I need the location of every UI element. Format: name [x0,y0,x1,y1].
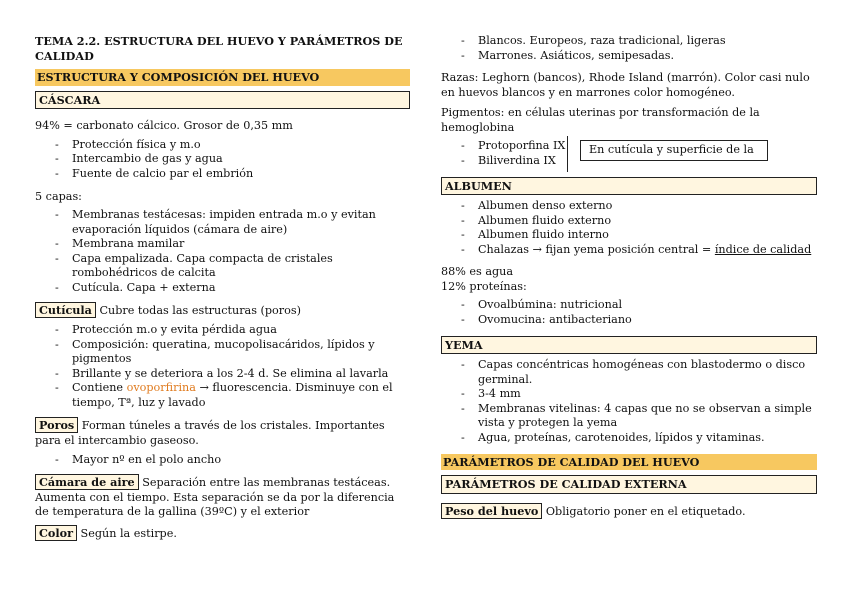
heading-cascara: CÁSCARA [35,91,410,110]
list-item: - Mayor nº en el polo ancho [55,453,410,468]
list-item: - Ovomucina: antibacteriano [461,313,817,328]
list-item: - Intercambio de gas y agua [55,152,410,167]
chalazas-text: Chalazas → fijan yema posición central = [478,242,712,256]
heading-calidad-externa: PARÁMETROS DE CALIDAD EXTERNA [441,475,817,494]
capas-text: 5 capas: [35,189,82,203]
bracket-shape [562,136,568,172]
poros-tag: Poros [35,417,78,433]
list-item: - Protección m.o y evita pérdida agua [55,323,410,338]
peso-tag: Peso del huevo [441,503,542,519]
list-item: - Protección física y m.o [55,138,410,153]
list-item: - Fuente de calcio par el embrión [55,167,410,182]
list-item: - Membranas vitelinas: 4 capas que no se observan a simple vista y protegen la yema [461,402,817,431]
heading-yema: YEMA [441,336,817,355]
list-item: - Ovoalbúmina: nutricional [461,298,817,313]
list-item: - Composición: queratina, mucopolisacáridos, lípidos y pigmentos [55,338,410,367]
albumen-list [441,199,817,257]
list-item: - Blancos. Europeos, raza tradicional, ligeras [461,34,817,49]
camara-text: Separación entre las membranas testáceas. Aumenta con el tiempo. Esta separación se da por la diferencia de temperatura de la gallina (39ºC) y el exterior [35,476,395,519]
list-item: - Capas concéntricas homogéneas con blastodermo o disco germinal. [461,358,817,387]
proteinas-list [441,298,817,327]
color-tag: Color [35,525,77,541]
list-item: - Membrana mamilar [55,237,410,252]
section-heading-estructura: ESTRUCTURA Y COMPOSICIÓN DEL HUEVO [35,69,410,86]
cuticula-paragraph [35,303,410,319]
pigmentos-block [441,139,817,168]
list-item: - Cutícula. Capa + externa [55,281,410,296]
left-column [35,34,410,541]
peso-text: Obligatorio poner en el etiquetado. [545,504,746,518]
list-item: - Brillante y se deteriora a los 2-4 d. Se elimina al lavarla [55,367,410,382]
pigmentos-box: En cutícula y superficie de la [580,140,768,161]
list-item: - Biliverdina IX [461,154,817,169]
list-item: - Albumen fluido externo [461,214,817,229]
list-item: - Marrones. Asiáticos, semipesadas. [461,49,817,64]
list-item [461,243,817,258]
list-item: - Capa empalizada. Capa compacta de cristales rombohédricos de calcita [55,252,410,281]
camara-tag: Cámara de aire [35,474,139,490]
color-paragraph [35,526,410,542]
list-item: - Albumen denso externo [461,199,817,214]
list-item: - Agua, proteínas, carotenoides, lípidos y vitaminas. [461,431,817,446]
color-list [441,34,817,63]
list-item: - 3-4 mm [461,387,817,402]
cuticula-tag: Cutícula [35,302,96,318]
indice-calidad-text: índice de calidad [714,242,812,256]
cascara-text: 94% = carbonato cálcico. Grosor de 0,35 mm [35,119,293,133]
contiene-post: → fluorescencia. Disminuye con el tiempo, Tª, luz y lavado [72,381,393,409]
document-title: TEMA 2.2. ESTRUCTURA DEL HUEVO Y PARÁMETROS DE CALIDAD [35,34,403,63]
proteinas-text: 12% proteínas: [441,279,527,293]
section-heading-parametros: PARÁMETROS DE CALIDAD DEL HUEVO [441,454,817,471]
poros-paragraph [35,418,410,448]
poros-list [35,453,410,468]
right-column [441,34,817,519]
yema-list [441,358,817,445]
peso-paragraph [441,504,817,520]
pigmentos-text: Pigmentos: en células uterinas por transformación de la hemoglobina [441,106,760,134]
list-item: - Membranas testácesas: impiden entrada m.o y evitan evaporación líquidos (cámara de aire) [55,208,410,237]
capas-list [35,208,410,295]
list-item: - Protoporfina IX [461,139,817,154]
cascara-list [35,138,410,182]
cuticula-text: Cubre todas las estructuras (poros) [99,304,301,318]
heading-albumen: ALBUMEN [441,177,817,196]
razas-text: Razas: Leghorn (bancos), Rhode Island (marrón). Color casi nulo en huevos blancos y en marrones color homogéneo. [441,71,810,99]
contiene-pre: Contiene [72,381,124,395]
list-item [55,381,410,410]
list-item: - Albumen fluido interno [461,228,817,243]
color-text: Según la estirpe. [80,526,177,540]
ovoporfirina-text: ovoporfirina [126,381,196,395]
poros-text: Forman túneles a través de los cristales. Importantes para el intercambio gaseoso. [35,419,385,447]
agua-text: 88% es agua [441,265,514,279]
cuticula-list [35,323,410,410]
camara-paragraph [35,475,410,520]
